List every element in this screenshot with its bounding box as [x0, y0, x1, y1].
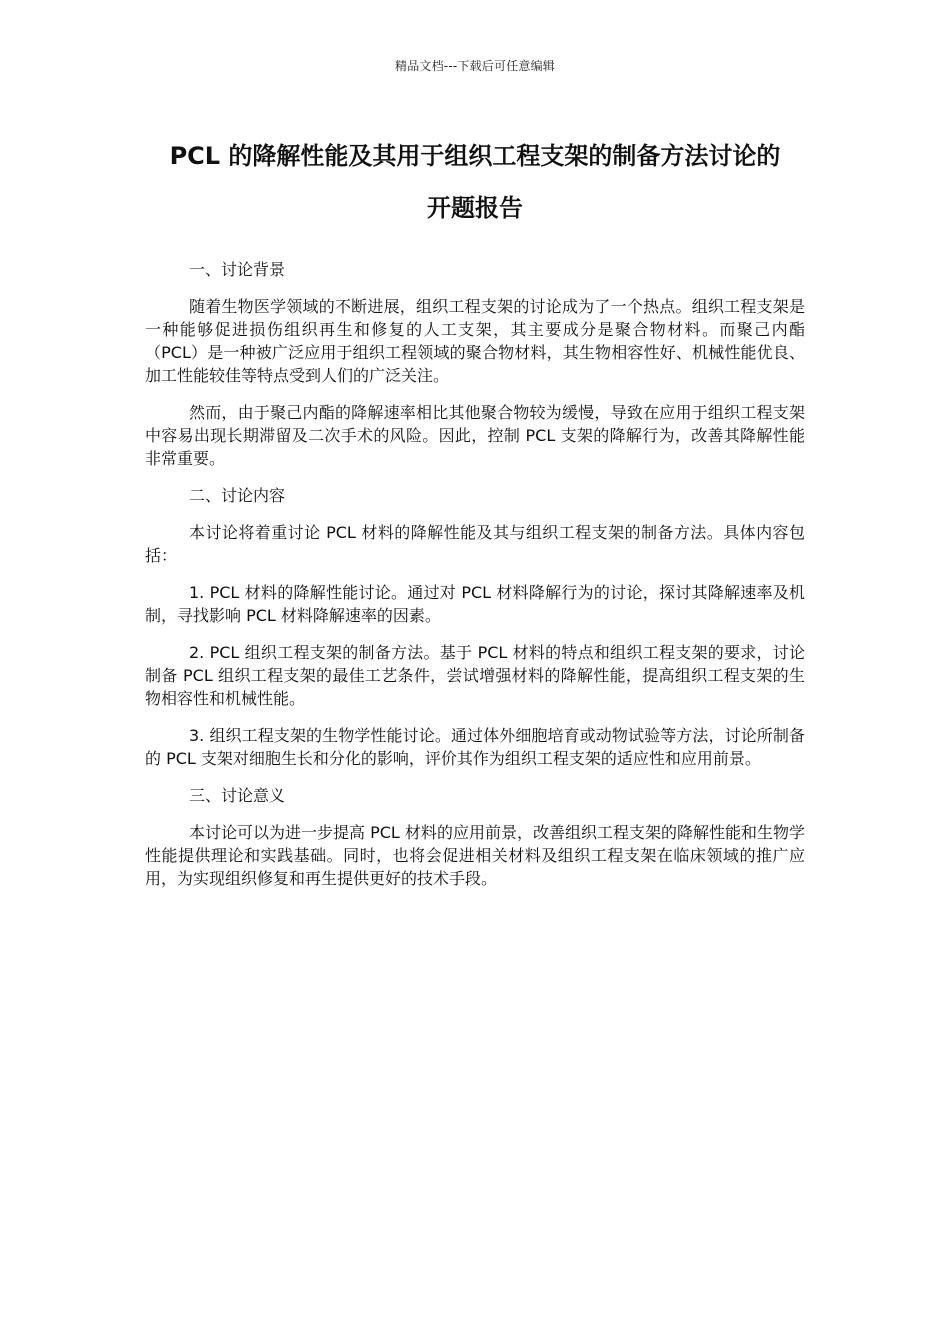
section-heading-significance: 三、讨论意义: [189, 786, 286, 805]
paragraph: 本讨论将着重讨论 PCL 材料的降解性能及其与组织工程支架的制备方法。具体内容包括：: [145, 523, 805, 565]
list-item: 3. 组织工程支架的生物学性能讨论。通过体外细胞培育或动物试验等方法，讨论所制备的 PCL 支架对细胞生长和分化的影响，评价其作为组织工程支架的适应性和应用前景。: [145, 726, 805, 768]
paragraph: 本讨论可以为进一步提高 PCL 材料的应用前景，改善组织工程支架的降解性能和生物学性能提供理论和实践基础。同时，也将会促进相关材料及组织工程支架在临床领域的推广应用，为实现组织修复和再生提供更好的技术手段。: [145, 823, 805, 888]
paragraph: 然而，由于聚己内酯的降解速率相比其他聚合物较为缓慢，导致在应用于组织工程支架中容易出现长期滞留及二次手术的风险。因此，控制 PCL 支架的降解行为，改善其降解性能非常重要。: [145, 403, 805, 468]
header-note: 精品文档---下载后可任意编辑: [395, 59, 555, 73]
list-item: 2. PCL 组织工程支架的制备方法。基于 PCL 材料的特点和组织工程支架的要求，讨论制备 PCL 组织工程支架的最佳工艺条件，尝试增强材料的降解性能，提高组织工程支架的生物相容性和机械性能。: [145, 643, 805, 708]
document-body: [145, 258, 805, 904]
document-title: [120, 130, 830, 234]
section-heading-content: 二、讨论内容: [189, 486, 286, 505]
paragraph: 随着生物医学领域的不断进展，组织工程支架的讨论成为了一个热点。组织工程支架是一种能够促进损伤组织再生和修复的人工支架，其主要成分是聚合物材料。而聚己内酯（PCL）是一种被广泛应用于组织工程领域的聚合物材料，其生物相容性好、机械性能优良、加工性能较佳等特点受到人们的广泛关注。: [145, 297, 805, 385]
section-heading-background: 一、讨论背景: [189, 260, 286, 279]
title-line-2: 开题报告: [427, 194, 523, 222]
list-item: 1. PCL 材料的降解性能讨论。通过对 PCL 材料降解行为的讨论，探讨其降解速率及机制，寻找影响 PCL 材料降解速率的因素。: [145, 583, 805, 625]
title-line-1: PCL 的降解性能及其用于组织工程支架的制备方法讨论的: [169, 142, 781, 170]
